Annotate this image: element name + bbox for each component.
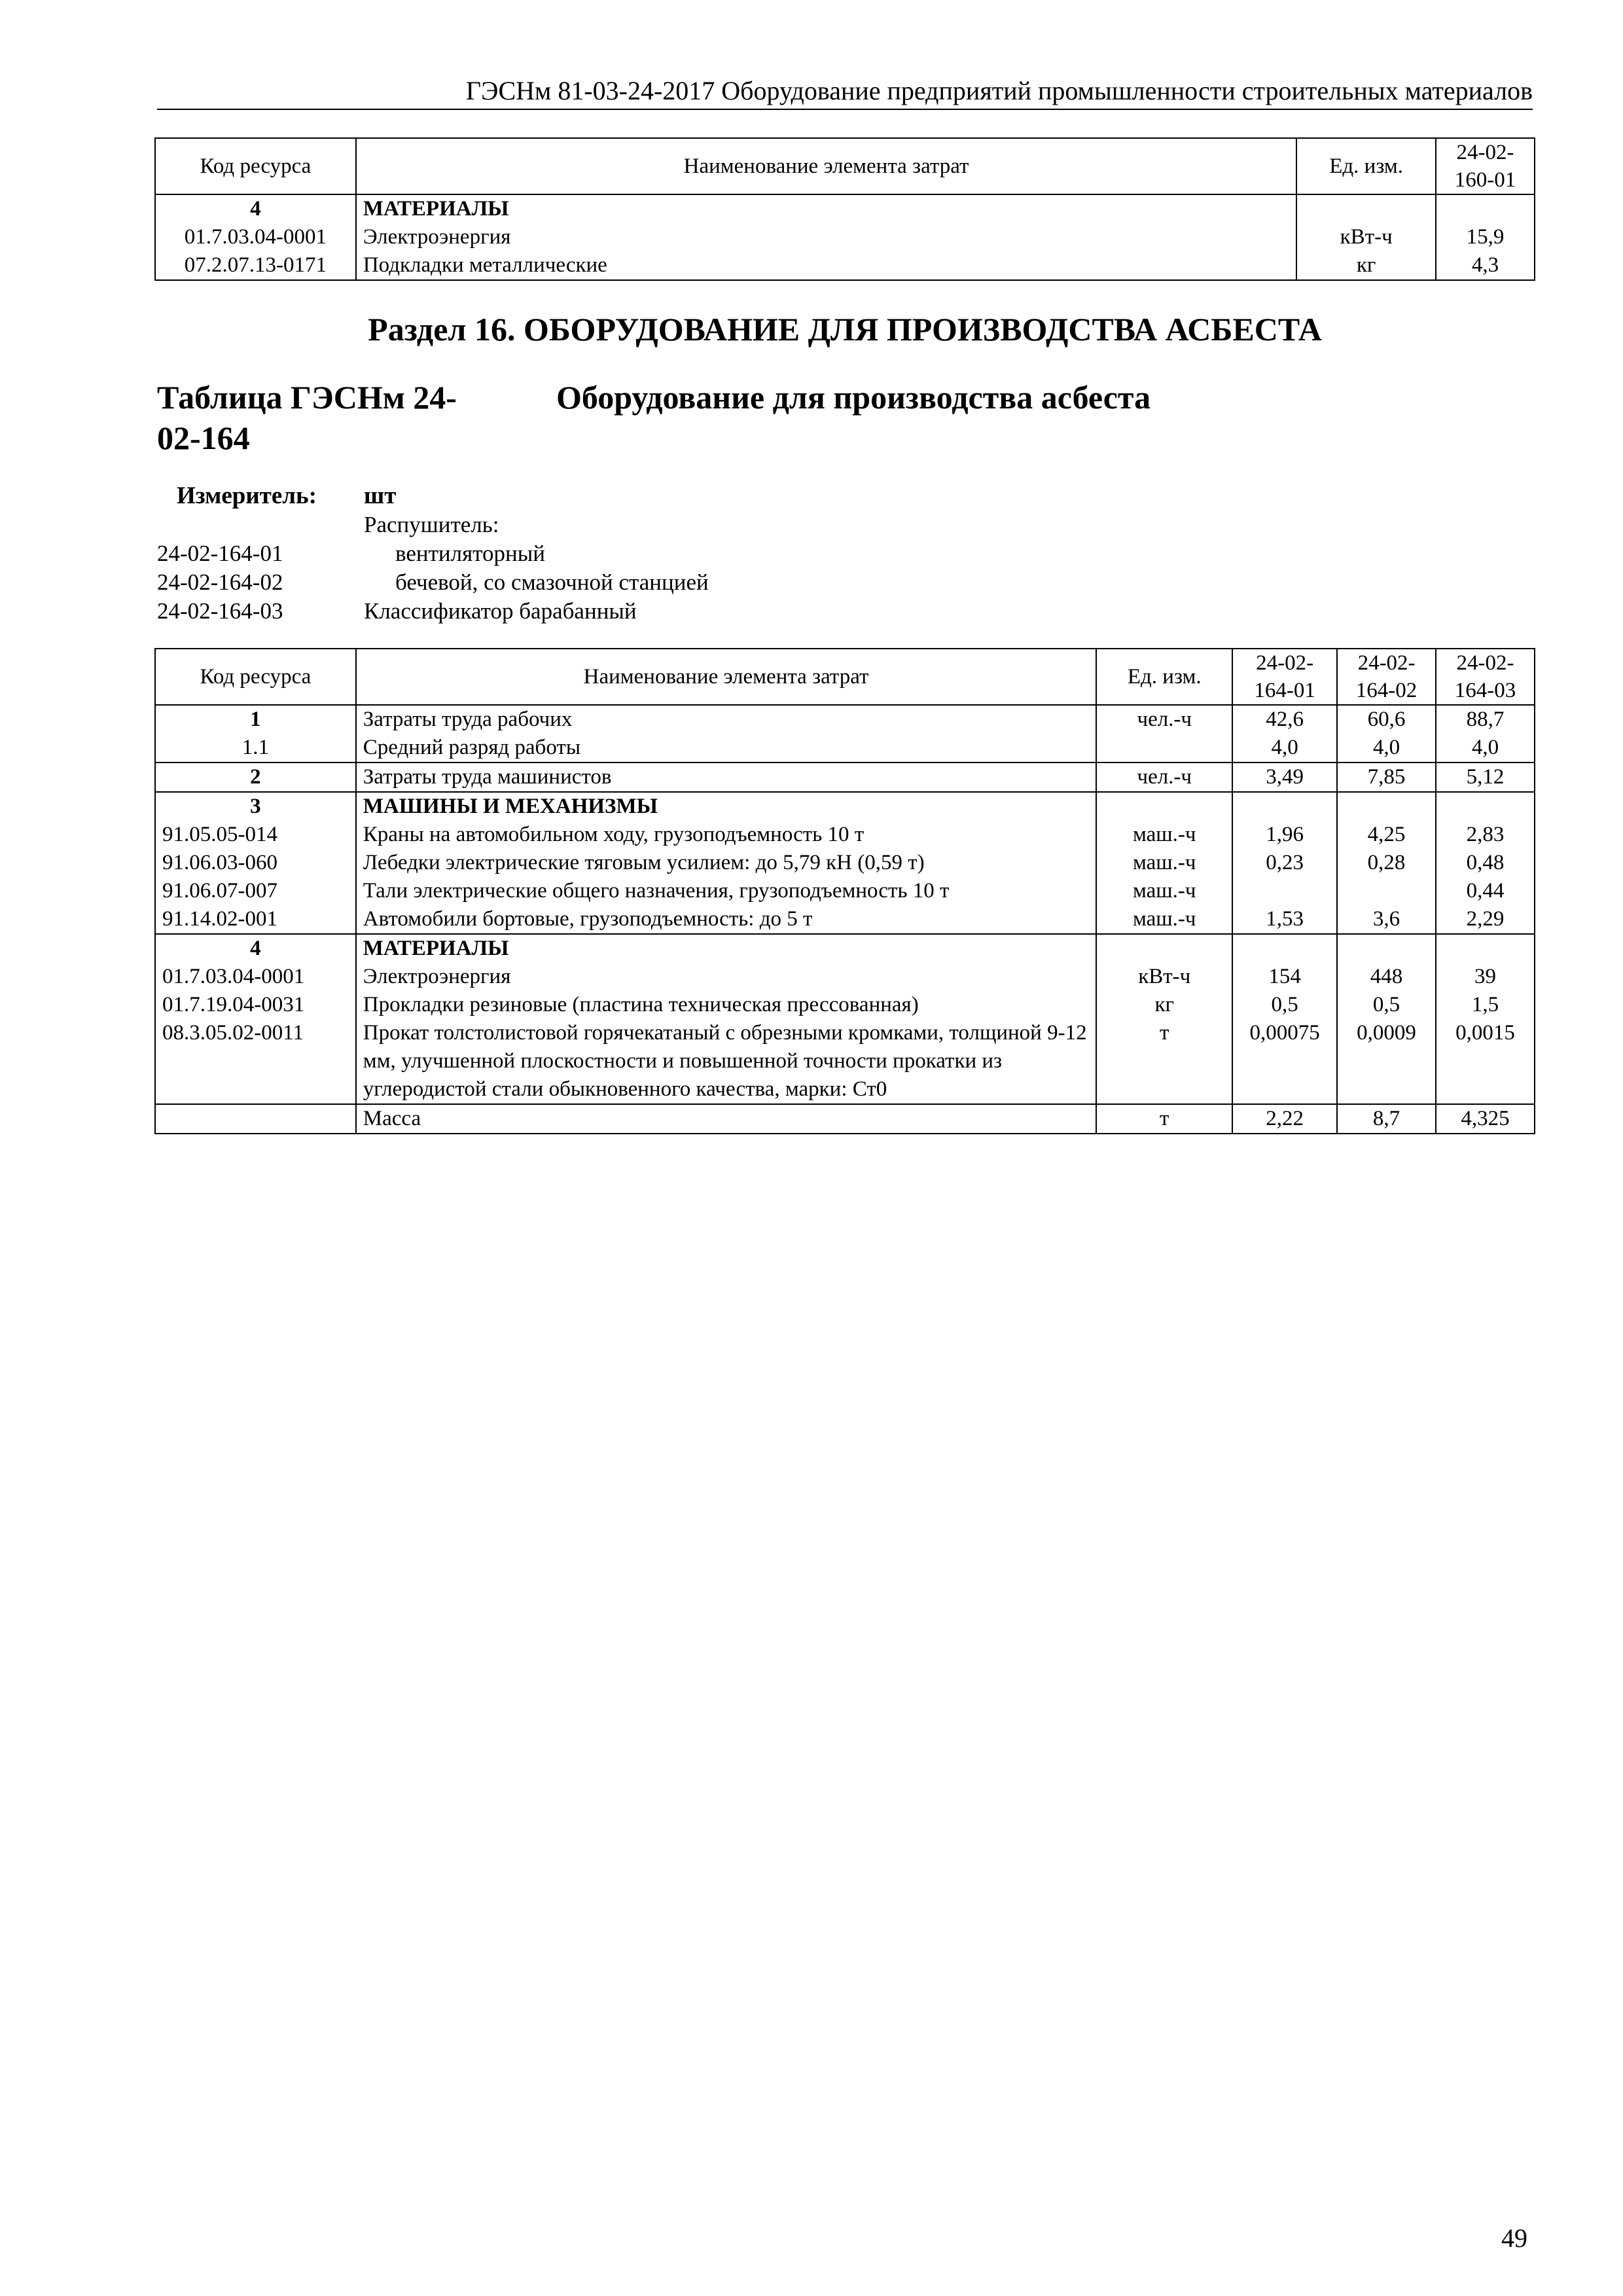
cell-unit: маш.-ч <box>1096 821 1232 849</box>
cell-name: Краны на автомобильном ходу, грузоподъемность 10 т <box>356 821 1097 849</box>
cell-value: 0,28 <box>1337 849 1436 877</box>
table-header-row <box>155 649 1535 705</box>
table-row <box>155 963 1535 991</box>
cell-unit: чел.-ч <box>1096 705 1232 734</box>
cell-value <box>1436 792 1535 821</box>
cell-value: 2,22 <box>1232 1104 1337 1134</box>
cell-value: 4,0 <box>1436 734 1535 762</box>
cell-name: Масса <box>356 1104 1097 1134</box>
measure-label: Измеритель: <box>177 482 317 509</box>
cell-value: 0,5 <box>1232 991 1337 1019</box>
cell-code: 91.06.07-007 <box>155 877 356 905</box>
cell-unit <box>1096 734 1232 762</box>
cell-name: МАТЕРИАЛЫ <box>356 934 1097 963</box>
section-title: Раздел 16. ОБОРУДОВАНИЕ ДЛЯ ПРОИЗВОДСТВА АСБЕСТА <box>368 311 1322 348</box>
cell-value: 15,9 <box>1436 223 1535 251</box>
table-row <box>155 792 1535 821</box>
spec-code: 24-02-164-01 <box>157 541 283 566</box>
cell-value: 0,5 <box>1337 991 1436 1019</box>
resource-table-160 <box>154 137 1535 281</box>
table-row <box>155 762 1535 792</box>
cell-value: 0,23 <box>1232 849 1337 877</box>
cell-code: 01.7.03.04-0001 <box>155 963 356 991</box>
table-row <box>155 194 1535 223</box>
cell-value: 0,00075 <box>1232 1019 1337 1104</box>
cell-value <box>1436 194 1535 223</box>
cell-value: 4,325 <box>1436 1104 1535 1134</box>
cell-value: 154 <box>1232 963 1337 991</box>
cell-value: 39 <box>1436 963 1535 991</box>
table-header-row <box>155 138 1535 194</box>
cell-value <box>1337 792 1436 821</box>
cell-name: Затраты труда рабочих <box>356 705 1097 734</box>
cell-unit: кг <box>1296 251 1436 280</box>
page-number: 49 <box>1501 2223 1527 2253</box>
cell-code: 07.2.07.13-0171 <box>155 251 356 280</box>
cell-code: 4 <box>155 194 356 223</box>
header-col-164-03: 24-02-164-03 <box>1436 649 1535 705</box>
cell-value: 4,0 <box>1232 734 1337 762</box>
header-col-164-02: 24-02-164-02 <box>1337 649 1436 705</box>
header-col-164-01: 24-02-164-01 <box>1232 649 1337 705</box>
cell-code: 91.06.03-060 <box>155 849 356 877</box>
cell-unit: т <box>1096 1104 1232 1134</box>
measure-value: шт <box>364 482 397 509</box>
running-header: ГЭСНм 81-03-24-2017 Оборудование предприятий промышленности строительных материалов <box>157 73 1533 110</box>
cell-value: 1,53 <box>1232 905 1337 934</box>
cell-value: 448 <box>1337 963 1436 991</box>
cell-name: Лебедки электрические тяговым усилием: до 5,79 кН (0,59 т) <box>356 849 1097 877</box>
table-label: Таблица ГЭСНм 24-02-164 <box>157 379 457 456</box>
table-caption: Оборудование для производства асбеста <box>556 379 1151 416</box>
cell-unit: маш.-ч <box>1096 877 1232 905</box>
cell-code: 01.7.03.04-0001 <box>155 223 356 251</box>
cell-code: 1.1 <box>155 734 356 762</box>
cell-name: Автомобили бортовые, грузоподъемность: до 5 т <box>356 905 1097 934</box>
cell-value: 0,44 <box>1436 877 1535 905</box>
cell-code: 2 <box>155 762 356 792</box>
cell-unit <box>1096 934 1232 963</box>
cell-value <box>1337 934 1436 963</box>
table-row <box>155 1104 1535 1134</box>
cell-code: 91.05.05-014 <box>155 821 356 849</box>
cell-code: 91.14.02-001 <box>155 905 356 934</box>
cell-value: 5,12 <box>1436 762 1535 792</box>
table-row <box>155 821 1535 849</box>
cell-name: Затраты труда машинистов <box>356 762 1097 792</box>
cell-unit: кг <box>1096 991 1232 1019</box>
cell-unit: кВт-ч <box>1296 223 1436 251</box>
cell-value: 0,0009 <box>1337 1019 1436 1104</box>
cell-name: Тали электрические общего назначения, грузоподъемность 10 т <box>356 877 1097 905</box>
header-code: Код ресурса <box>155 649 356 705</box>
cell-value: 4,25 <box>1337 821 1436 849</box>
cell-value: 2,29 <box>1436 905 1535 934</box>
cell-value: 0,0015 <box>1436 1019 1535 1104</box>
header-name: Наименование элемента затрат <box>356 138 1296 194</box>
table-row <box>155 849 1535 877</box>
header-code: Код ресурса <box>155 138 356 194</box>
table-row <box>155 251 1535 280</box>
cell-value <box>1232 792 1337 821</box>
cell-name: Подкладки металлические <box>356 251 1296 280</box>
header-name: Наименование элемента затрат <box>356 649 1097 705</box>
spec-text: бечевой, со смазочной станцией <box>395 569 709 595</box>
cell-unit <box>1296 194 1436 223</box>
table-row <box>155 734 1535 762</box>
cell-unit <box>1096 792 1232 821</box>
cell-name: МАТЕРИАЛЫ <box>356 194 1296 223</box>
cell-value: 3,6 <box>1337 905 1436 934</box>
cell-name: МАШИНЫ И МЕХАНИЗМЫ <box>356 792 1097 821</box>
cell-code: 08.3.05.02-0011 <box>155 1019 356 1104</box>
table-row <box>155 934 1535 963</box>
cell-value: 4,0 <box>1337 734 1436 762</box>
table-row <box>155 1019 1535 1104</box>
cell-code: 4 <box>155 934 356 963</box>
cell-value: 88,7 <box>1436 705 1535 734</box>
cell-value <box>1232 934 1337 963</box>
cell-unit: маш.-ч <box>1096 905 1232 934</box>
spec-code: 24-02-164-02 <box>157 569 283 595</box>
cell-value: 1,96 <box>1232 821 1337 849</box>
cell-code: 01.7.19.04-0031 <box>155 991 356 1019</box>
cell-unit: маш.-ч <box>1096 849 1232 877</box>
cell-name: Электроэнергия <box>356 223 1296 251</box>
header-unit: Ед. изм. <box>1096 649 1232 705</box>
resource-table-164 <box>154 648 1535 1134</box>
cell-unit: т <box>1096 1019 1232 1104</box>
table-row <box>155 991 1535 1019</box>
cell-name: Электроэнергия <box>356 963 1097 991</box>
spec-group-text: Распушитель: <box>364 512 499 537</box>
cell-code: 1 <box>155 705 356 734</box>
cell-code: 3 <box>155 792 356 821</box>
table-row <box>155 877 1535 905</box>
spec-text: вентиляторный <box>395 541 545 566</box>
spec-code: 24-02-164-03 <box>157 598 283 624</box>
cell-value: 3,49 <box>1232 762 1337 792</box>
spec-text: Классификатор барабанный <box>364 598 637 624</box>
cell-name: Средний разряд работы <box>356 734 1097 762</box>
cell-value: 7,85 <box>1337 762 1436 792</box>
header-col-160-01: 24-02-160-01 <box>1436 138 1535 194</box>
table-row <box>155 705 1535 734</box>
cell-name: Прокат толстолистовой горячекатаный с обрезными кромками, толщиной 9-12 мм, улучшенной плоскостности и повышенной точности прокатки из углеродистой стали обыкновенного качества, марки: Ст0 <box>356 1019 1097 1104</box>
cell-value: 1,5 <box>1436 991 1535 1019</box>
cell-value: 4,3 <box>1436 251 1535 280</box>
cell-value: 0,48 <box>1436 849 1535 877</box>
cell-value <box>1436 934 1535 963</box>
cell-name: Прокладки резиновые (пластина техническая прессованная) <box>356 991 1097 1019</box>
cell-code <box>155 1104 356 1134</box>
table-row <box>155 905 1535 934</box>
cell-value: 2,83 <box>1436 821 1535 849</box>
table-row <box>155 223 1535 251</box>
cell-unit: чел.-ч <box>1096 762 1232 792</box>
header-unit: Ед. изм. <box>1296 138 1436 194</box>
cell-value: 42,6 <box>1232 705 1337 734</box>
cell-value: 60,6 <box>1337 705 1436 734</box>
cell-value <box>1232 877 1337 905</box>
cell-value <box>1337 877 1436 905</box>
cell-value: 8,7 <box>1337 1104 1436 1134</box>
cell-unit: кВт-ч <box>1096 963 1232 991</box>
